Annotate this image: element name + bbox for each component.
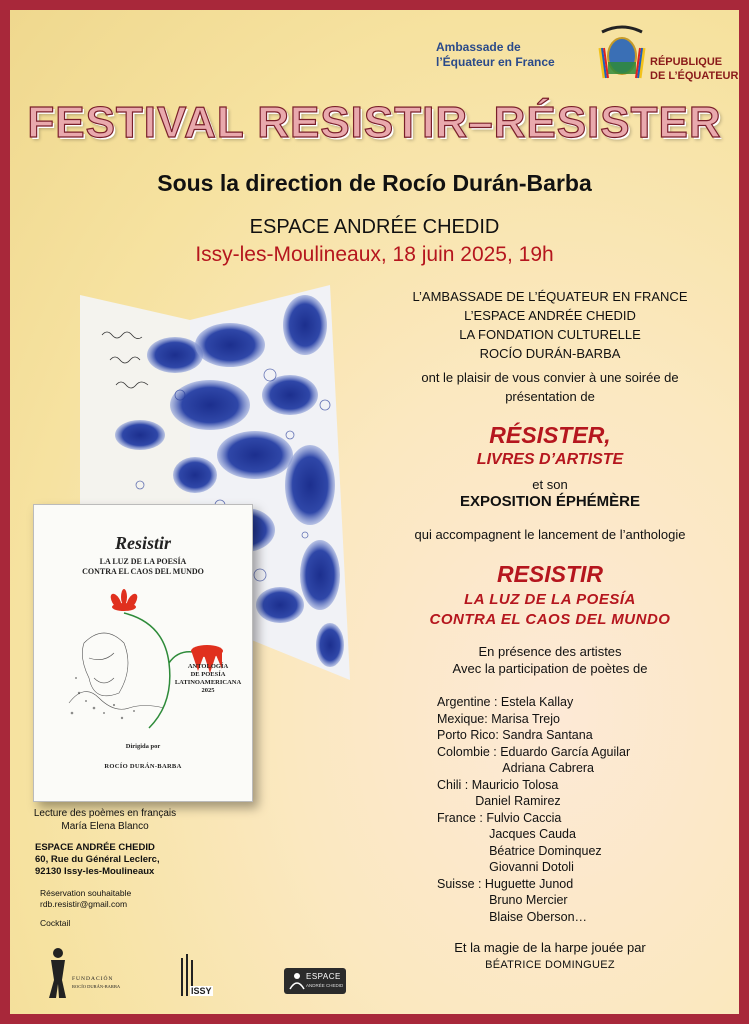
direction-subtitle: Sous la direction de Rocío Durán-Barba bbox=[157, 170, 592, 196]
issy-logo: ISSY bbox=[178, 952, 212, 1000]
book-anthology-label: ANTOLOGÍA DE POESÍA LATINOAMERICANA 2025 bbox=[174, 663, 242, 694]
event-date: Issy-les-Moulineaux, 18 juin 2025, 19h bbox=[195, 243, 554, 266]
poet-entry: Blaise Oberson… bbox=[437, 909, 588, 924]
fundacion-logo: FUNDACIÓN ROCÍO DURÁN-BARBA bbox=[46, 946, 126, 1001]
resistir-heading: RESISTIR bbox=[496, 561, 604, 587]
reservation-email[interactable]: rdb.resistir@gmail.com bbox=[40, 899, 128, 909]
venue-name: ESPACE ANDRÉE CHEDID bbox=[249, 216, 500, 238]
fundacion-figure-icon bbox=[46, 946, 70, 1001]
poet-entry: Colombie : Eduardo García Aguilar bbox=[437, 744, 631, 759]
venue-address: ESPACE ANDRÉE CHEDID 60, Rue du Général Leclerc, 92130 Issy-les-Moulineaux bbox=[35, 842, 160, 877]
poster bbox=[10, 10, 739, 1014]
exposition-heading: EXPOSITION ÉPHÉMÈRE bbox=[459, 493, 641, 510]
harpist-name: BÉATRICE DOMINGUEZ bbox=[485, 959, 615, 971]
livres-heading: LIVRES D’ARTISTE bbox=[476, 451, 624, 468]
poet-entry: Daniel Ramirez bbox=[437, 794, 561, 808]
poet-entry: Porto Rico: Sandra Santana bbox=[437, 728, 593, 742]
book-directed-by: Dirigida por bbox=[125, 743, 161, 750]
ecuador-coat-of-arms-icon bbox=[594, 22, 650, 82]
organizer: LA FONDATION CULTURELLE bbox=[459, 327, 641, 342]
republic-label: RÉPUBLIQUE DE L’ÉQUATEUR bbox=[650, 56, 739, 82]
presence-text: En présence des artistes Avec la participation de poètes de bbox=[452, 644, 648, 676]
harp-text: Et la magie de la harpe jouée par bbox=[454, 940, 646, 955]
organizers-list bbox=[360, 287, 739, 363]
invitation-text: ont le plaisir de vous convier à une soirée de présentation de bbox=[421, 370, 679, 404]
espace-figure-icon bbox=[287, 971, 307, 991]
book-cover bbox=[33, 504, 253, 802]
poet-entry: Bruno Mercier bbox=[437, 893, 568, 907]
reading-info: Lecture des poèmes en français María Elena Blanco bbox=[33, 808, 177, 832]
anthology-subtitle: LA LUZ DE LA POESÍA CONTRA EL CAOS DEL MUNDO bbox=[429, 591, 671, 628]
festival-title: FESTIVAL RESISTIR–RÉSISTER bbox=[27, 98, 722, 147]
poets-list bbox=[437, 694, 630, 925]
poet-entry: Argentine : Estela Kallay bbox=[437, 695, 574, 709]
anthology-launch-text: qui accompagnent le lancement de l’anthologie bbox=[414, 527, 686, 542]
book-author: ROCÍO DURÁN-BARBA bbox=[104, 763, 182, 770]
organizer: ROCÍO DURÁN-BARBA bbox=[479, 346, 621, 361]
reservation-info: Réservation souhaitable rdb.resistir@gmail.com bbox=[40, 888, 132, 909]
book-subtitle: LA LUZ DE LA POESÍA CONTRA EL CAOS DEL MUNDO bbox=[82, 557, 204, 576]
embassy-label: Ambassade de l’Équateur en France bbox=[436, 40, 555, 69]
poet-entry: Giovanni Dotoli bbox=[437, 860, 574, 874]
et-son-text: et son bbox=[532, 477, 568, 492]
resister-heading: RÉSISTER, bbox=[489, 422, 611, 448]
poet-entry: Suisse : Huguette Junod bbox=[437, 876, 574, 891]
organizer: L’ESPACE ANDRÉE CHEDID bbox=[464, 308, 636, 323]
poet-entry: Jacques Cauda bbox=[437, 827, 576, 841]
poet-entry: Béatrice Dominquez bbox=[437, 843, 602, 858]
poet-entry: Mexique: Marisa Trejo bbox=[437, 711, 560, 726]
book-title: Resistir bbox=[114, 533, 171, 553]
poet-entry: Chili : Mauricio Tolosa bbox=[437, 777, 559, 792]
poet-entry: France : Fulvio Caccia bbox=[437, 810, 562, 825]
book-flower-illustration bbox=[64, 583, 234, 733]
organizer: L’AMBASSADE DE L’ÉQUATEUR EN FRANCE bbox=[412, 289, 688, 304]
espace-chedid-logo: ESPACE ANDRÉE CHEDID bbox=[284, 968, 346, 994]
cocktail-label: Cocktail bbox=[40, 918, 71, 928]
poet-entry: Adriana Cabrera bbox=[437, 761, 595, 775]
